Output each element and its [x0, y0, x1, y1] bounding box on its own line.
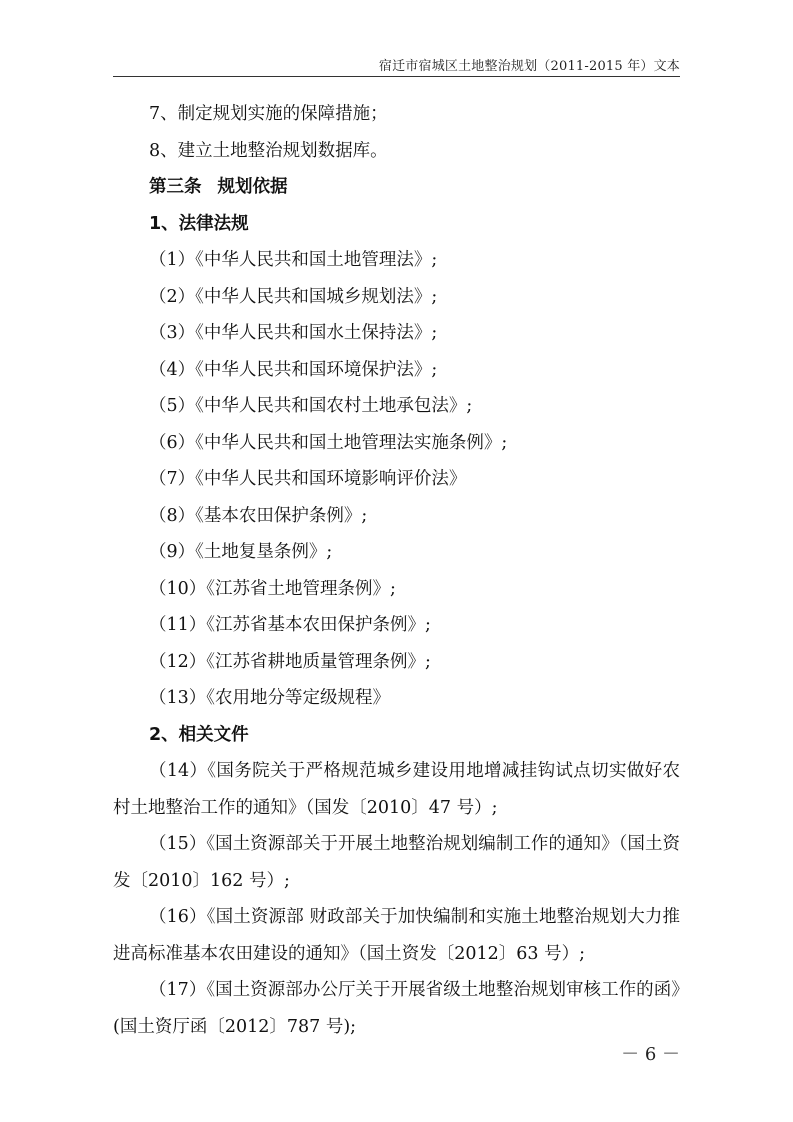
document-header-title: 宿迁市宿城区土地整治规划（2011-2015 年）文本 — [378, 59, 680, 74]
law-item: （13）《农用地分等定级规程》 — [149, 688, 391, 708]
law-item: （11）《江苏省基本农田保护条例》; — [149, 615, 431, 635]
section-heading-documents: 2、相关文件 — [149, 724, 249, 745]
document-body — [113, 96, 680, 1045]
article-heading — [113, 169, 680, 206]
document-reference-paragraph: （16）《国土资源部 财政部关于加快编制和实施土地整治规划大力推进高标准基本农田建设的通知》（国土资发〔2012〕63 号）; — [113, 907, 680, 964]
article-title: 规划依据 — [217, 177, 288, 197]
header-divider — [113, 76, 680, 77]
law-item: （12）《江苏省耕地质量管理条例》; — [149, 651, 431, 672]
section-heading-laws: 1、法律法规 — [149, 213, 249, 234]
list-item: 8、建立土地整治规划数据库。 — [149, 140, 388, 161]
law-item: （1）《中华人民共和国土地管理法》; — [149, 250, 438, 270]
page-number: － 6 － — [621, 1044, 680, 1065]
law-item: （3）《中华人民共和国水土保持法》; — [149, 323, 438, 343]
law-item: （2）《中华人民共和国城乡规划法》; — [149, 286, 438, 307]
article-number: 第三条 — [149, 177, 202, 197]
document-reference-paragraph: （17）《国土资源部办公厅关于开展省级土地整治规划审核工作的函》(国土资厅函〔2012〕787 号); — [113, 980, 680, 1037]
document-reference-paragraph: （15）《国土资源部关于开展土地整治规划编制工作的通知》（国土资发〔2010〕162 号）; — [113, 834, 680, 891]
document-reference-paragraph: （14）《国务院关于严格规范城乡建设用地增减挂钩试点切实做好农村土地整治工作的通知》（国发〔2010〕47 号）; — [113, 761, 680, 818]
law-item: （10）《江苏省土地管理条例》; — [149, 578, 396, 599]
law-item: （8）《基本农田保护条例》; — [149, 505, 368, 526]
law-item: （6）《中华人民共和国土地管理法实施条例》; — [149, 432, 508, 453]
law-item: （9）《土地复垦条例》; — [149, 542, 333, 562]
law-item: （4）《中华人民共和国环境保护法》; — [149, 359, 438, 380]
list-item: 7、制定规划实施的保障措施； — [149, 104, 388, 124]
law-item: （5）《中华人民共和国农村土地承包法》; — [149, 396, 473, 416]
law-item: （7）《中华人民共和国环境影响评价法》 — [149, 469, 467, 489]
